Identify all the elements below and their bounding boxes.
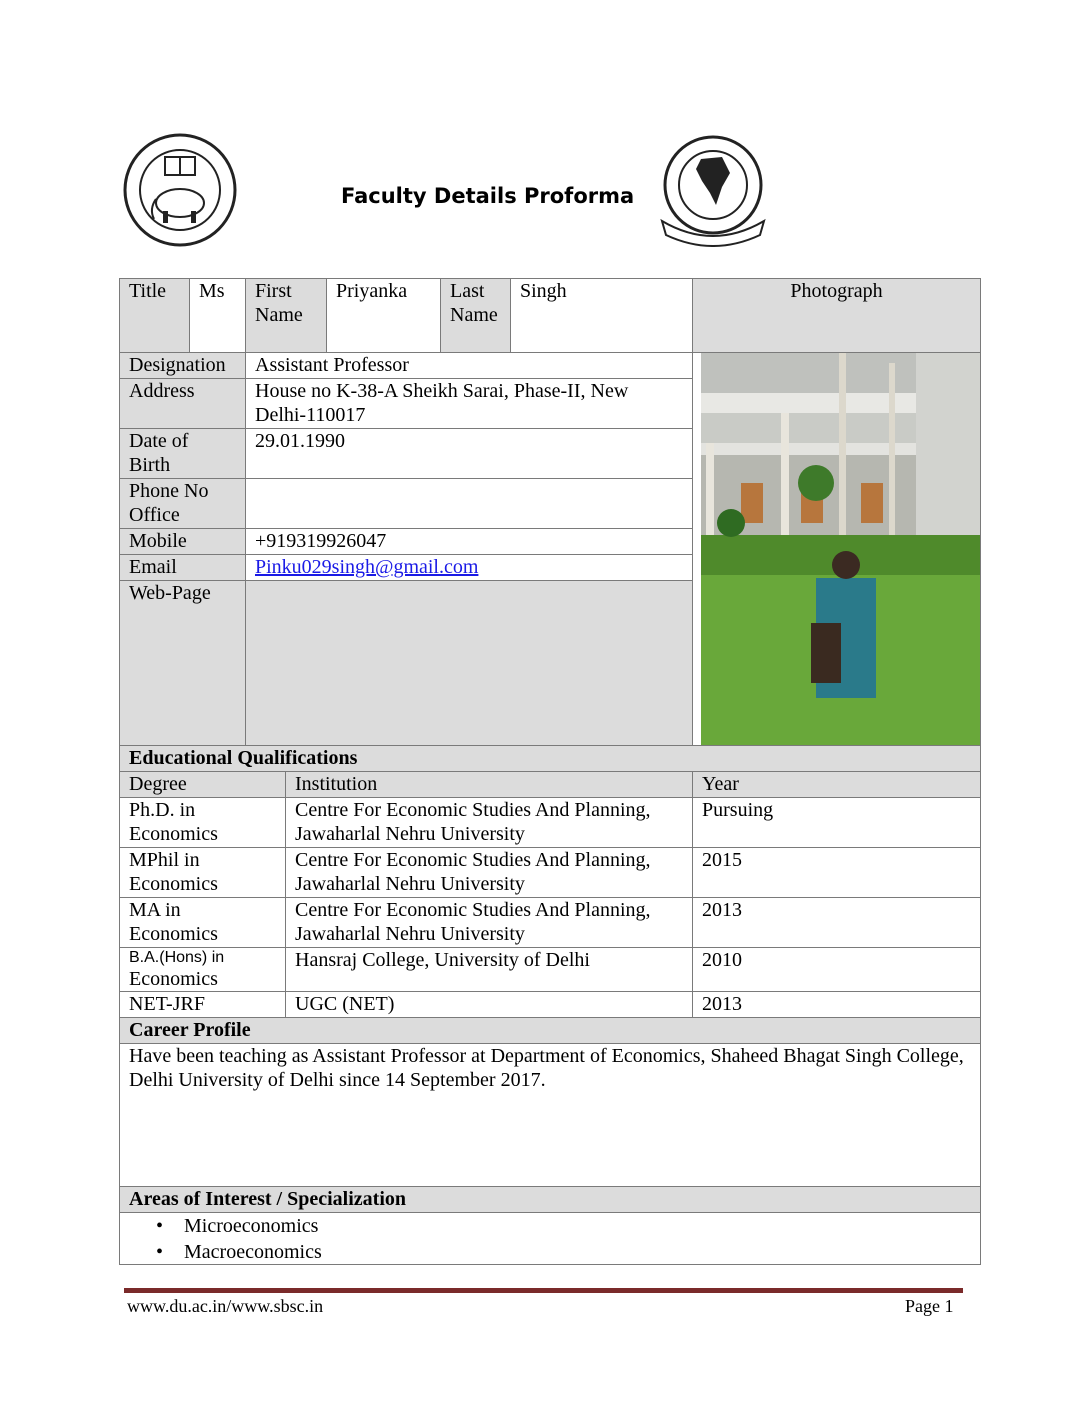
interests-list-cell	[119, 1212, 981, 1265]
list-item: • Macroeconomics	[120, 1239, 980, 1265]
sbs-college-logo	[656, 133, 770, 247]
photograph-cell	[692, 352, 981, 746]
photograph-label: Photograph	[692, 278, 981, 353]
table-row-institution: UGC (NET)	[285, 991, 693, 1018]
table-row-degree	[119, 947, 286, 992]
last-name-value: Singh	[510, 278, 693, 353]
degree-line-2: Economics	[129, 968, 218, 990]
dob-value: 29.01.1990	[245, 428, 693, 479]
last-name-label: Last Name	[440, 278, 511, 353]
table-row-degree: NET-JRF	[119, 991, 286, 1018]
mobile-label: Mobile	[119, 528, 246, 555]
list-item: • Microeconomics	[120, 1213, 980, 1239]
career-heading: Career Profile	[119, 1017, 981, 1044]
webpage-value	[245, 580, 693, 746]
table-row-institution: Centre For Economic Studies And Planning, Jawaharlal Nehru University	[285, 847, 693, 898]
profile-photograph	[701, 353, 980, 745]
email-cell	[245, 554, 693, 581]
table-row-year: 2010	[692, 947, 981, 992]
degree-line-1: B.A.(Hons) in	[129, 949, 225, 966]
dob-label: Date of Birth	[119, 428, 246, 479]
interests-list	[120, 1213, 980, 1265]
career-text: Have been teaching as Assistant Professor at Department of Economics, Shaheed Bhagat Singh College, Delhi University of Delhi since 14 September 2017.	[119, 1043, 981, 1187]
table-row-institution: Hansraj College, University of Delhi	[285, 947, 693, 992]
designation-label: Designation	[119, 352, 246, 379]
education-heading: Educational Qualifications	[119, 745, 981, 772]
address-value: House no K-38-A Sheikh Sarai, Phase-II, New Delhi-110017	[245, 378, 693, 429]
education-col-institution: Institution	[285, 771, 693, 798]
footer-divider	[124, 1288, 963, 1293]
first-name-value: Priyanka	[326, 278, 441, 353]
designation-value: Assistant Professor	[245, 352, 693, 379]
table-row-institution: Centre For Economic Studies And Planning, Jawaharlal Nehru University	[285, 797, 693, 848]
table-row-degree: MA in Economics	[119, 897, 286, 948]
webpage-label: Web-Page	[119, 580, 246, 746]
table-row-year: Pursuing	[692, 797, 981, 848]
mobile-value: +919319926047	[245, 528, 693, 555]
table-row-year: 2013	[692, 991, 981, 1018]
phone-office-label: Phone No Office	[119, 478, 246, 529]
table-row-year: 2013	[692, 897, 981, 948]
education-col-degree: Degree	[119, 771, 286, 798]
page-title: Faculty Details Proforma	[341, 184, 635, 208]
email-label: Email	[119, 554, 246, 581]
email-link[interactable]: Pinku029singh@gmail.com	[255, 556, 479, 578]
table-row-degree: Ph.D. in Economics	[119, 797, 286, 848]
title-label: Title	[119, 278, 190, 353]
footer-page-number: Page 1	[905, 1296, 954, 1316]
phone-office-value	[245, 478, 693, 529]
table-row-year: 2015	[692, 847, 981, 898]
interests-heading: Areas of Interest / Specialization	[119, 1186, 981, 1213]
table-row-institution: Centre For Economic Studies And Planning, Jawaharlal Nehru University	[285, 897, 693, 948]
footer-url: www.du.ac.in/www.sbsc.in	[127, 1296, 324, 1316]
first-name-label: First Name	[245, 278, 327, 353]
education-col-year: Year	[692, 771, 981, 798]
table-row-degree: MPhil in Economics	[119, 847, 286, 898]
title-value: Ms	[189, 278, 246, 353]
address-label: Address	[119, 378, 246, 429]
university-of-delhi-logo	[123, 133, 237, 247]
